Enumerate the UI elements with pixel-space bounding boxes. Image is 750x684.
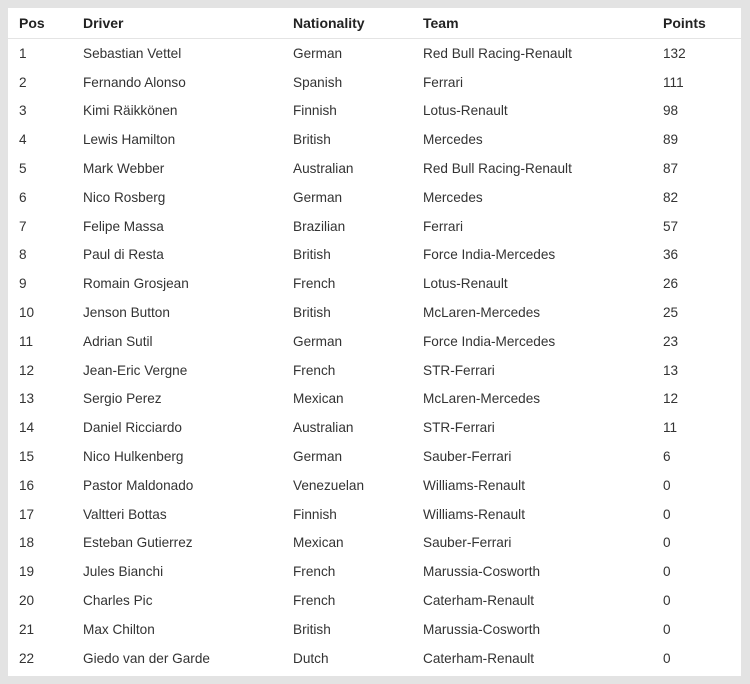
cell-team: Caterham-Renault xyxy=(423,650,535,666)
header-row xyxy=(8,8,741,39)
cell-driver: Jean-Eric Vergne xyxy=(83,362,188,378)
cell-team: McLaren-Mercedes xyxy=(423,391,541,407)
table-row xyxy=(8,298,741,327)
cell-nationality: German xyxy=(293,333,343,349)
cell-nationality: Finnish xyxy=(293,506,337,522)
cell-driver: Nico Rosberg xyxy=(83,189,166,205)
cell-driver: Lewis Hamilton xyxy=(83,132,176,148)
standings-panel xyxy=(8,8,741,676)
table-row xyxy=(8,500,741,529)
cell-team: Ferrari xyxy=(423,218,464,234)
cell-points: 0 xyxy=(663,650,671,666)
cell-team: Force India-Mercedes xyxy=(423,333,556,349)
cell-pos: 17 xyxy=(19,506,35,522)
cell-driver: Sergio Perez xyxy=(83,391,162,407)
cell-driver: Max Chilton xyxy=(83,621,155,637)
cell-pos: 3 xyxy=(19,103,27,119)
table-row xyxy=(8,183,741,212)
cell-pos: 1 xyxy=(19,45,27,61)
cell-pos: 9 xyxy=(19,276,27,292)
cell-team: Sauber-Ferrari xyxy=(423,449,512,465)
cell-nationality: French xyxy=(293,593,336,609)
cell-points: 23 xyxy=(663,333,679,349)
cell-points: 132 xyxy=(663,45,686,61)
cell-driver: Giedo van der Garde xyxy=(83,650,210,666)
cell-driver: Sebastian Vettel xyxy=(83,45,182,61)
cell-team: Red Bull Racing-Renault xyxy=(423,161,572,177)
cell-driver: Charles Pic xyxy=(83,593,153,609)
cell-points: 36 xyxy=(663,247,679,263)
cell-driver: Jenson Button xyxy=(83,305,170,321)
cell-driver: Mark Webber xyxy=(83,161,165,177)
header-nationality[interactable]: Nationality xyxy=(293,8,423,39)
cell-points: 87 xyxy=(663,161,679,177)
cell-pos: 22 xyxy=(19,650,35,666)
table-row xyxy=(8,212,741,241)
cell-points: 0 xyxy=(663,593,671,609)
cell-nationality: Brazilian xyxy=(293,218,346,234)
cell-points: 0 xyxy=(663,621,671,637)
table-row xyxy=(8,442,741,471)
cell-points: 0 xyxy=(663,535,671,551)
cell-team: Williams-Renault xyxy=(423,506,525,522)
cell-pos: 10 xyxy=(19,305,35,321)
cell-team: Mercedes xyxy=(423,132,483,148)
table-row xyxy=(8,529,741,558)
cell-points: 0 xyxy=(663,564,671,580)
cell-driver: Romain Grosjean xyxy=(83,276,189,292)
cell-nationality: Finnish xyxy=(293,103,337,119)
cell-driver: Felipe Massa xyxy=(83,218,164,234)
cell-team: Williams-Renault xyxy=(423,477,525,493)
cell-points: 12 xyxy=(663,391,679,407)
cell-nationality: British xyxy=(293,247,331,263)
cell-team: Force India-Mercedes xyxy=(423,247,556,263)
cell-points: 89 xyxy=(663,132,679,148)
cell-nationality: Dutch xyxy=(293,650,329,666)
cell-team: McLaren-Mercedes xyxy=(423,305,541,321)
cell-pos: 5 xyxy=(19,161,27,177)
cell-points: 25 xyxy=(663,305,679,321)
table-row xyxy=(8,356,741,385)
table-row xyxy=(8,557,741,586)
cell-nationality: Australian xyxy=(293,420,354,436)
header-points[interactable]: Points xyxy=(663,8,741,39)
cell-points: 6 xyxy=(663,449,671,465)
cell-pos: 18 xyxy=(19,535,35,551)
cell-driver: Kimi Räikkönen xyxy=(83,103,178,119)
cell-points: 26 xyxy=(663,276,679,292)
cell-pos: 12 xyxy=(19,362,35,378)
cell-driver: Esteban Gutierrez xyxy=(83,535,193,551)
cell-points: 57 xyxy=(663,218,679,234)
table-row xyxy=(8,413,741,442)
cell-points: 11 xyxy=(663,420,678,436)
cell-driver: Pastor Maldonado xyxy=(83,477,194,493)
header-pos[interactable]: Pos xyxy=(8,8,83,39)
cell-points: 111 xyxy=(663,74,684,90)
header-team[interactable]: Team xyxy=(423,8,663,39)
cell-team: Ferrari xyxy=(423,74,464,90)
cell-team: STR-Ferrari xyxy=(423,362,495,378)
cell-team: Lotus-Renault xyxy=(423,103,508,119)
cell-points: 13 xyxy=(663,362,679,378)
cell-team: STR-Ferrari xyxy=(423,420,495,436)
cell-pos: 14 xyxy=(19,420,35,436)
table-row xyxy=(8,327,741,356)
cell-pos: 7 xyxy=(19,218,27,234)
cell-pos: 2 xyxy=(19,74,27,90)
cell-nationality: French xyxy=(293,362,336,378)
table-row xyxy=(8,39,741,68)
cell-pos: 20 xyxy=(19,593,35,609)
cell-points: 98 xyxy=(663,103,679,119)
table-row xyxy=(8,615,741,644)
cell-nationality: French xyxy=(293,564,336,580)
cell-driver: Nico Hulkenberg xyxy=(83,449,184,465)
table-row xyxy=(8,644,741,673)
cell-nationality: British xyxy=(293,621,331,637)
cell-nationality: Spanish xyxy=(293,74,343,90)
cell-nationality: Mexican xyxy=(293,391,344,407)
cell-pos: 13 xyxy=(19,391,35,407)
cell-team: Caterham-Renault xyxy=(423,593,535,609)
table-row xyxy=(8,471,741,500)
cell-nationality: British xyxy=(293,305,331,321)
cell-team: Mercedes xyxy=(423,189,483,205)
cell-nationality: French xyxy=(293,276,336,292)
cell-pos: 8 xyxy=(19,247,27,263)
table-row xyxy=(8,269,741,298)
cell-nationality: German xyxy=(293,449,343,465)
cell-team: Sauber-Ferrari xyxy=(423,535,512,551)
cell-team: Lotus-Renault xyxy=(423,276,508,292)
cell-nationality: German xyxy=(293,189,343,205)
table-row xyxy=(8,68,741,97)
cell-driver: Paul di Resta xyxy=(83,247,164,263)
table-row xyxy=(8,586,741,615)
cell-points: 82 xyxy=(663,189,679,205)
standings-table xyxy=(8,8,741,673)
cell-driver: Valtteri Bottas xyxy=(83,506,167,522)
cell-nationality: German xyxy=(293,45,343,61)
cell-driver: Adrian Sutil xyxy=(83,333,153,349)
table-row xyxy=(8,125,741,154)
cell-nationality: Australian xyxy=(293,161,354,177)
table-row xyxy=(8,154,741,183)
cell-pos: 15 xyxy=(19,449,35,465)
cell-points: 0 xyxy=(663,506,671,522)
table-row xyxy=(8,241,741,270)
cell-driver: Jules Bianchi xyxy=(83,564,164,580)
header-driver[interactable]: Driver xyxy=(83,8,293,39)
cell-pos: 19 xyxy=(19,564,35,580)
cell-pos: 16 xyxy=(19,477,35,493)
cell-team: Red Bull Racing-Renault xyxy=(423,45,572,61)
cell-nationality: British xyxy=(293,132,331,148)
cell-driver: Fernando Alonso xyxy=(83,74,186,90)
cell-pos: 6 xyxy=(19,189,27,205)
cell-pos: 11 xyxy=(19,333,34,349)
table-row xyxy=(8,97,741,126)
cell-pos: 21 xyxy=(19,621,35,637)
table-row xyxy=(8,385,741,414)
cell-team: Marussia-Cosworth xyxy=(423,621,541,637)
cell-pos: 4 xyxy=(19,132,27,148)
cell-nationality: Mexican xyxy=(293,535,344,551)
cell-driver: Daniel Ricciardo xyxy=(83,420,182,436)
cell-points: 0 xyxy=(663,477,671,493)
cell-nationality: Venezuelan xyxy=(293,477,365,493)
cell-team: Marussia-Cosworth xyxy=(423,564,541,580)
